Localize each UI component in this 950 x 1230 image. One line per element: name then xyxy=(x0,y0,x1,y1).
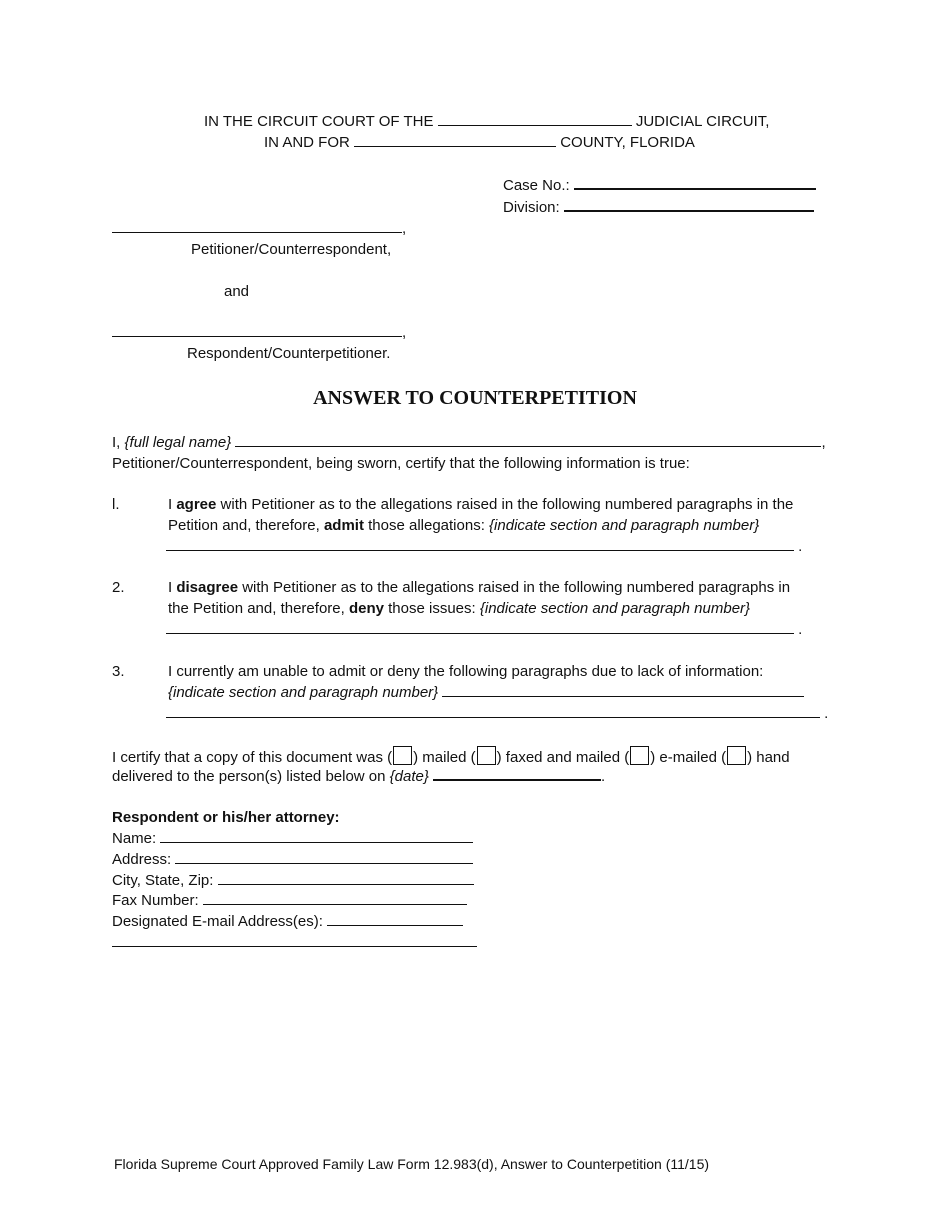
hint: {indicate section and paragraph number} xyxy=(489,517,760,534)
respondent-heading xyxy=(112,809,340,826)
extra-field[interactable] xyxy=(112,934,477,947)
e-mailed-label: ) e-mailed ( xyxy=(650,749,727,766)
address-label: Address: xyxy=(112,851,172,868)
address-row xyxy=(112,851,473,868)
item-2-answer-line xyxy=(166,621,802,638)
name-label: Name: xyxy=(112,830,157,847)
county-prefix: IN AND FOR xyxy=(264,134,350,151)
full-legal-name-field[interactable] xyxy=(235,434,821,447)
comma: , xyxy=(402,220,407,237)
text: those allegations: xyxy=(363,517,490,534)
respondent-name-line xyxy=(112,324,406,341)
case-no-label: Case No.: xyxy=(503,177,570,194)
hand-label: ) hand xyxy=(747,749,790,766)
item-1-line1 xyxy=(168,496,793,513)
text: with Petitioner as to the allegations raised in the following numbered paragraphs in xyxy=(238,579,791,596)
item-1-answer-line xyxy=(166,538,802,555)
fax-row xyxy=(112,892,467,909)
text: I certify that a copy of this document was ( xyxy=(112,749,393,766)
court-prefix: IN THE CIRCUIT COURT OF THE xyxy=(204,113,434,130)
date-hint: {date} xyxy=(389,768,429,785)
court-suffix: JUDICIAL CIRCUIT, xyxy=(635,113,770,130)
certify-line1 xyxy=(112,746,790,766)
division-row xyxy=(503,198,814,216)
page-title: ANSWER TO COUNTERPETITION xyxy=(313,387,637,409)
and-label: and xyxy=(224,283,250,300)
sworn-text: Petitioner/Counterrespondent, being sworn, certify that the following information is true: xyxy=(112,455,690,472)
name-hint: {full legal name} xyxy=(124,434,232,451)
fax-field[interactable] xyxy=(203,892,467,905)
intro-line xyxy=(112,434,826,451)
date-field[interactable] xyxy=(433,767,601,781)
email-label: Designated E-mail Address(es): xyxy=(112,913,323,930)
certify-line2 xyxy=(112,767,605,785)
text: delivered to the person(s) listed below on xyxy=(112,768,390,785)
period: . xyxy=(601,768,606,785)
item-3-line2 xyxy=(168,684,804,701)
fax-label: Fax Number: xyxy=(112,892,199,909)
text: I xyxy=(168,579,177,596)
comma: , xyxy=(821,434,826,451)
deny-bold: deny xyxy=(348,600,384,617)
respondent-name-field[interactable] xyxy=(112,324,402,337)
item-2-line2 xyxy=(168,600,750,617)
county-suffix: COUNTY, FLORIDA xyxy=(560,134,695,151)
item-number: 2. xyxy=(112,579,125,596)
county-line xyxy=(264,134,695,151)
heading-text: Respondent or his/her attorney: xyxy=(112,809,340,826)
city-row xyxy=(112,872,474,889)
mailed-checkbox[interactable] xyxy=(393,746,412,765)
text: Petition and, therefore, xyxy=(168,517,324,534)
name-row xyxy=(112,830,473,847)
court-line xyxy=(204,113,769,130)
county-field[interactable] xyxy=(354,134,556,147)
petitioner-name-line xyxy=(112,220,406,237)
case-no-row xyxy=(503,176,816,194)
city-label: City, State, Zip: xyxy=(112,872,214,889)
disagree-bold: disagree xyxy=(176,579,239,596)
text: those issues: xyxy=(383,600,480,617)
faxed-and-mailed-label: ) faxed and mailed ( xyxy=(496,749,630,766)
item-2-answer-field[interactable] xyxy=(166,621,794,634)
text: with Petitioner as to the allegations raised in the following numbered paragraphs in the xyxy=(216,496,794,513)
mailed-label: ) mailed ( xyxy=(413,749,476,766)
admit-bold: admit xyxy=(323,517,364,534)
item-number: l. xyxy=(112,496,120,513)
item-3-answer-line xyxy=(166,705,828,722)
faxed-and-mailed-checkbox[interactable] xyxy=(477,746,496,765)
comma: , xyxy=(402,324,407,341)
agree-bold: agree xyxy=(176,496,217,513)
city-field[interactable] xyxy=(218,872,474,885)
e-mailed-checkbox[interactable] xyxy=(630,746,649,765)
i-label: I, xyxy=(112,434,121,451)
item-number: 3. xyxy=(112,663,125,680)
hint: {indicate section and paragraph number} xyxy=(479,600,751,617)
item-3-line1: I currently am unable to admit or deny the following paragraphs due to lack of information: xyxy=(168,663,764,680)
item-1-line2 xyxy=(168,517,759,534)
respondent-label: Respondent/Counterpetitioner. xyxy=(187,345,391,362)
item-2-line1 xyxy=(168,579,790,596)
item-3-answer-field-b[interactable] xyxy=(166,705,820,718)
extra-line xyxy=(112,934,477,951)
case-no-field[interactable] xyxy=(574,176,816,190)
hint: {indicate section and paragraph number} xyxy=(168,684,439,701)
text: the Petition and, therefore, xyxy=(168,600,349,617)
address-field[interactable] xyxy=(175,851,473,864)
period: . xyxy=(798,621,803,638)
petitioner-label: Petitioner/Counterrespondent, xyxy=(191,241,392,258)
division-label: Division: xyxy=(503,199,560,216)
hand-delivered-checkbox[interactable] xyxy=(727,746,746,765)
name-field[interactable] xyxy=(160,830,473,843)
item-3-answer-field-a[interactable] xyxy=(442,684,804,697)
period: . xyxy=(798,538,803,555)
email-field[interactable] xyxy=(327,913,463,926)
footer-text: Florida Supreme Court Approved Family Law Form 12.983(d), Answer to Counterpetition (11/15) xyxy=(114,1156,710,1172)
period: . xyxy=(824,705,829,722)
division-field[interactable] xyxy=(564,198,814,212)
petitioner-name-field[interactable] xyxy=(112,220,402,233)
email-row xyxy=(112,913,463,930)
text: I xyxy=(168,496,177,513)
item-1-answer-field[interactable] xyxy=(166,538,794,551)
circuit-field[interactable] xyxy=(438,113,632,126)
